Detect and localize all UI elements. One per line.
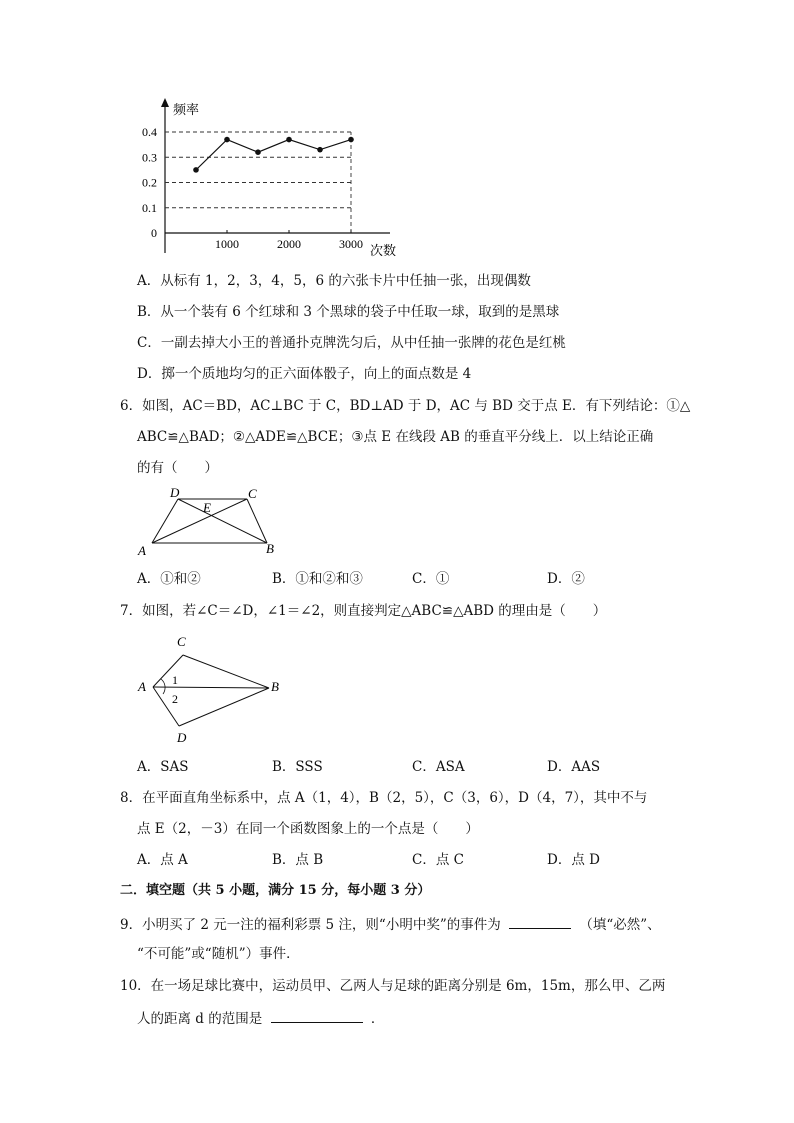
q7-stem-line-1: 7．如图，若∠C＝∠D，∠1＝∠2，则直接判定△ABC≌△ABD 的理由是（ ） xyxy=(120,603,607,619)
data-point-5 xyxy=(348,137,354,143)
q8-option-c: C．点 C xyxy=(412,852,464,868)
data-point-3 xyxy=(286,137,292,143)
x-tick-label-2: 3000 xyxy=(339,237,363,251)
q10-answer-blank[interactable] xyxy=(271,1008,363,1023)
q7-figure-kite xyxy=(135,630,285,748)
q6-stem-line-2: ABC≌△BAD；②△ADE≌△BCE；③点 E 在线段 AB 的垂直平分线上．以上结论正确 xyxy=(137,429,654,445)
q7-label-b: B xyxy=(271,679,279,694)
x-tick-label-1: 2000 xyxy=(277,237,301,251)
q9-stem-line-2: “不可能”或“随机”）事件． xyxy=(137,946,300,962)
q6-option-b: B．①和②和③ xyxy=(272,571,363,587)
q9-stem-line-1 xyxy=(120,914,661,934)
q8-option-d: D．点 D xyxy=(547,852,600,868)
q5-option-a: A．从标有 1，2，3，4，5，6 的六张卡片中任抽一张，出现偶数 xyxy=(137,273,531,289)
q5-option-c: C．一副去掉大小王的普通扑克牌洗匀后，从中任抽一张牌的花色是红桃 xyxy=(137,335,566,351)
q6-stem-line-3: 的有（ ） xyxy=(137,460,218,476)
q5-option-d: D．掷一个质地均匀的正六面体骰子，向上的面点数是 4 xyxy=(137,366,472,382)
q9-text-before-blank: 9．小明买了 2 元一注的福利彩票 5 注，则“小明中奖”的事件为 xyxy=(120,917,501,933)
q9-text-after-blank: （填“必然”、 xyxy=(579,917,661,933)
data-point-4 xyxy=(317,147,323,153)
q6-stem-line-1: 6．如图，AC＝BD，AC⊥BC 于 C，BD⊥AD 于 D，AC 与 BD 交于点 E．有下列结论：①△ xyxy=(120,398,691,414)
q8-stem-line-1: 8．在平面直角坐标系中，点 A（1，4），B（2，5），C（3，6），D（4，7），其中不与 xyxy=(120,790,648,806)
q10-stem-line-1: 10．在一场足球比赛中，运动员甲、乙两人与足球的距离分别是 6m，15m，那么甲、乙两 xyxy=(120,978,666,994)
y-tick-label-1: 0.1 xyxy=(142,200,157,215)
y-axis-label: 频率 xyxy=(173,102,200,117)
y-tick-label-3: 0.3 xyxy=(142,150,157,165)
frequency-line-chart xyxy=(135,95,405,260)
q7-angle-2-label: 2 xyxy=(172,692,178,706)
data-series xyxy=(193,137,354,173)
q6-label-c: C xyxy=(248,486,257,501)
q7-option-d: D．AAS xyxy=(547,759,601,775)
grid-lines xyxy=(165,132,351,233)
q7-option-c: C．ASA xyxy=(412,759,465,775)
q5-option-b: B．从一个装有 6 个红球和 3 个黑球的袋子中任取一球，取到的是黑球 xyxy=(137,304,560,320)
q7-angle-1-label: 1 xyxy=(172,673,178,687)
x-tick-label-0: 1000 xyxy=(215,237,239,251)
data-point-0 xyxy=(193,167,199,173)
q9-answer-blank[interactable] xyxy=(509,914,571,929)
q6-figure-trapezoid xyxy=(135,485,285,560)
y-tick-label-4: 0.4 xyxy=(142,125,157,139)
y-tick-label-0: 0 xyxy=(151,226,157,240)
q7-label-a: A xyxy=(138,679,146,694)
q6-label-b: B xyxy=(266,541,274,556)
q6-label-e: E xyxy=(203,500,211,515)
q6-option-c: C．① xyxy=(412,571,450,587)
section-2-title: 二．填空题（共 5 小题，满分 15 分，每小题 3 分） xyxy=(120,883,431,898)
series-line xyxy=(196,140,351,170)
data-point-2 xyxy=(255,149,261,155)
q6-option-d: D．② xyxy=(547,571,585,587)
q6-label-a: A xyxy=(138,543,146,558)
q7-label-d: D xyxy=(177,730,187,745)
x-axis-label: 次数 xyxy=(370,243,397,258)
q8-option-b: B．点 B xyxy=(272,852,324,868)
data-point-1 xyxy=(224,137,230,143)
y-tick-label-2: 0.2 xyxy=(142,175,157,190)
q8-stem-line-2: 点 E（2，－3）在同一个函数图象上的一个点是（ ） xyxy=(137,821,479,837)
q6-option-a: A．①和② xyxy=(137,571,201,587)
q7-option-a: A．SAS xyxy=(137,759,189,775)
q10-text-before-blank: 人的距离 d 的范围是 xyxy=(137,1011,263,1027)
q7-label-c: C xyxy=(177,634,186,649)
y-axis-arrow xyxy=(161,98,169,107)
q6-label-d: D xyxy=(170,485,180,500)
q10-stem-line-2 xyxy=(137,1008,384,1028)
q8-option-a: A．点 A xyxy=(137,852,188,868)
q10-text-after-blank: ． xyxy=(370,1011,385,1027)
q7-option-b: B．SSS xyxy=(272,759,323,775)
y-tick-labels xyxy=(142,125,157,240)
